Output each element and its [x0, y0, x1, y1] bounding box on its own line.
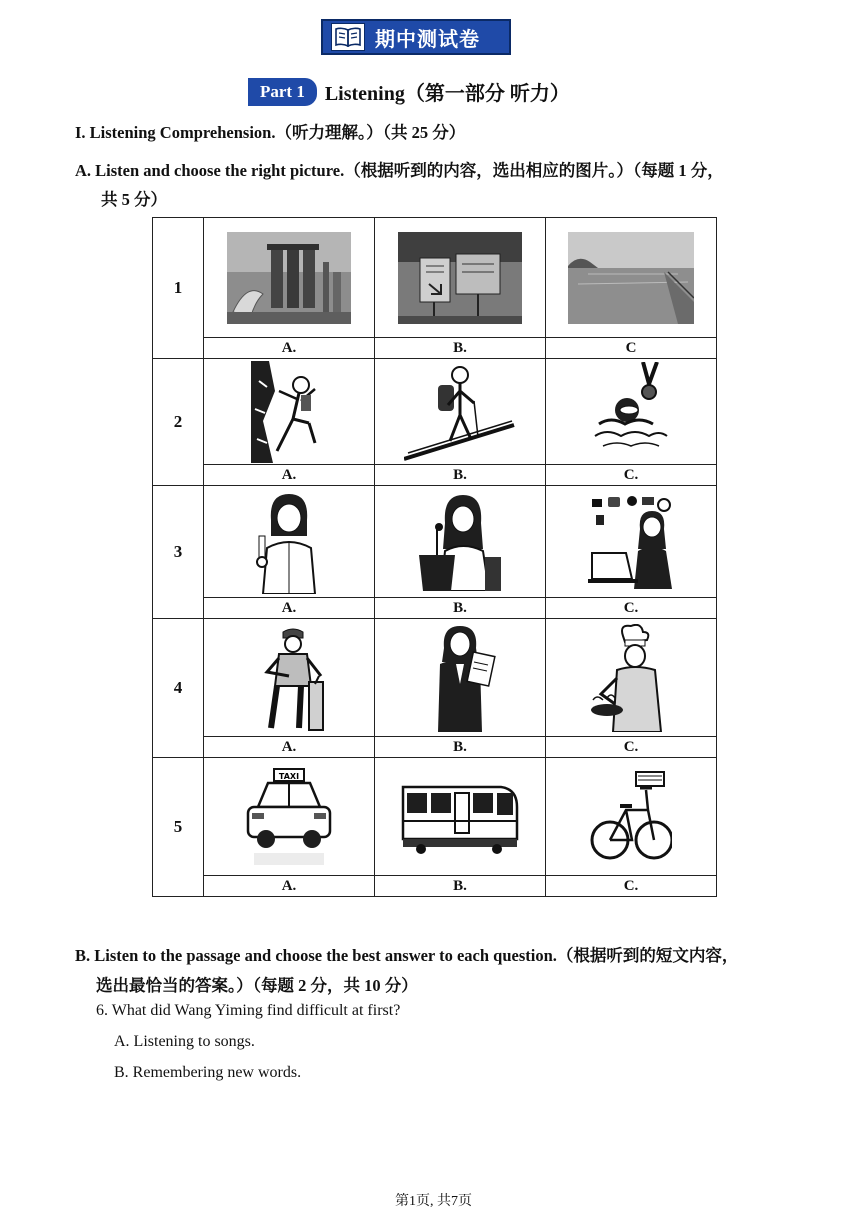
swimmer-with-medal-drawing [591, 362, 671, 462]
information-signboards-photo [398, 232, 522, 324]
train-drawing [401, 777, 519, 857]
picture-option[interactable] [375, 218, 546, 338]
exam-title: 期中测试卷 [375, 26, 480, 51]
picture-option[interactable] [204, 619, 375, 737]
option-label: A. [204, 338, 375, 359]
section-b-instruction: B. Listen to the passage and choose the best answer to each question.（根据听到的短文内容， [75, 946, 739, 965]
picture-option[interactable] [375, 359, 546, 465]
picture-option[interactable] [546, 619, 717, 737]
option-label: A. [204, 876, 375, 897]
picture-option[interactable] [204, 218, 375, 338]
question-6-option-b[interactable]: B. Remembering new words. [114, 1064, 302, 1081]
picture-option[interactable] [204, 486, 375, 598]
picture-option[interactable] [375, 619, 546, 737]
waterfront-photo [568, 232, 694, 324]
option-label: C. [546, 598, 717, 619]
exam-title-banner [321, 19, 511, 55]
businesswoman-drawing [422, 624, 498, 732]
question-number: 1 [153, 218, 204, 359]
option-label: B. [375, 737, 546, 758]
open-book-icon [331, 23, 365, 51]
rock-climber-drawing [249, 361, 329, 463]
part-badge: Part 1 [248, 78, 317, 106]
picture-option[interactable] [204, 359, 375, 465]
speaker-at-podium-drawing [415, 493, 505, 591]
option-label: C [546, 338, 717, 359]
city-skyline-photo [227, 232, 351, 324]
option-label: B. [375, 338, 546, 359]
blogger-at-laptop-drawing [586, 493, 676, 591]
picture-option[interactable] [546, 486, 717, 598]
question-number: 4 [153, 619, 204, 758]
bicycle-drawing [590, 766, 672, 868]
option-label: A. [204, 465, 375, 486]
picture-option[interactable] [375, 486, 546, 598]
question-number: 2 [153, 359, 204, 486]
option-label: B. [375, 465, 546, 486]
picture-option[interactable] [546, 758, 717, 876]
section-heading: I. Listening Comprehension.（听力理解。）（共 25 分） [75, 123, 466, 142]
taxi-drawing [244, 767, 334, 867]
option-label: C. [546, 737, 717, 758]
option-label: C. [546, 465, 717, 486]
picture-option[interactable] [375, 758, 546, 876]
question-number: 5 [153, 758, 204, 897]
option-label: A. [204, 598, 375, 619]
part-title: Listening（第一部分 听力） [324, 83, 570, 105]
section-b-instruction-cont: 选出最恰当的答案。）（每题 2 分，共 10 分） [96, 976, 418, 995]
question-number: 3 [153, 486, 204, 619]
question-6-stem: 6. What did Wang Yiming find difficult at first? [96, 1002, 401, 1019]
option-label: C. [546, 876, 717, 897]
scientist-drawing [251, 490, 327, 594]
page-number: 第1页, 共7页 [395, 1194, 472, 1209]
option-label: A. [204, 737, 375, 758]
question-6-option-a[interactable]: A. Listening to songs. [114, 1033, 255, 1050]
picture-option[interactable] [546, 218, 717, 338]
picture-table [152, 217, 717, 897]
option-label: B. [375, 876, 546, 897]
section-a-instruction: A. Listen and choose the right picture.（根据听到的内容，选出相应的图片。）（每题 1 分， [75, 161, 724, 180]
section-a-instruction-cont: 共 5 分） [101, 190, 167, 209]
option-label: B. [375, 598, 546, 619]
svg-text:TAXI: TAXI [278, 771, 300, 781]
chef-cooking-drawing [589, 624, 673, 732]
part-heading [248, 77, 570, 106]
picture-option[interactable] [204, 758, 375, 876]
worker-welding-drawing [249, 624, 329, 732]
hiker-drawing [404, 361, 516, 463]
picture-option[interactable] [546, 359, 717, 465]
